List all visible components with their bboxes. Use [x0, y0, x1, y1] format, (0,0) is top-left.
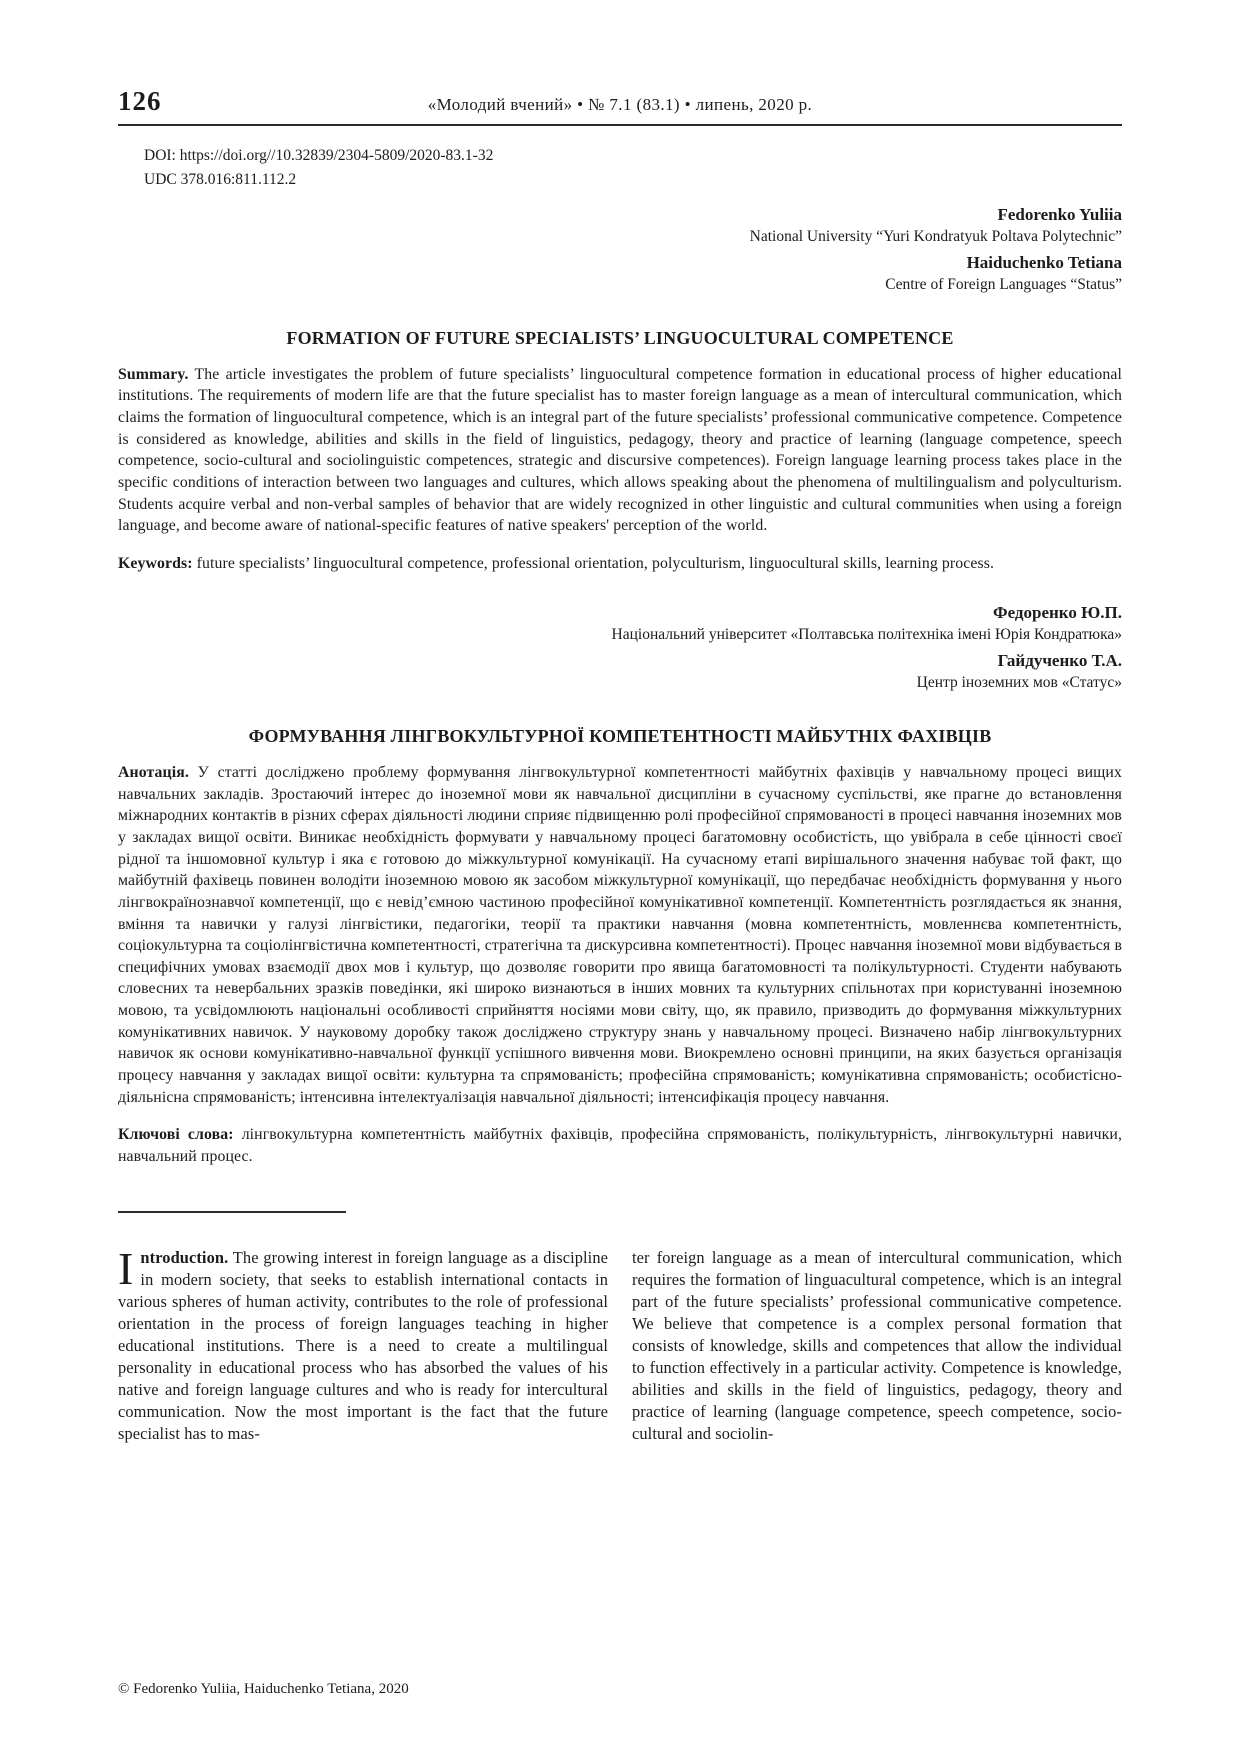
article-title-ukrainian: ФОРМУВАННЯ ЛІНГВОКУЛЬТУРНОЇ КОМПЕТЕНТНОСТІ МАЙБУТНІХ ФАХІВЦІВ: [248, 726, 992, 747]
section-separator-rule: [118, 1211, 346, 1213]
author-en-1: [118, 204, 1122, 248]
header-rule: [118, 124, 1122, 126]
keywords-label: Keywords:: [118, 554, 193, 572]
keywords-text: future specialists’ linguocultural competence, professional orientation, polyculturism, linguocultural skills, learning process.: [196, 554, 995, 572]
abstract-paragraph: [118, 762, 1122, 1108]
author-uk-1: [118, 602, 1122, 646]
summary-paragraph: [118, 364, 1122, 537]
page-number: 126: [118, 86, 162, 116]
abstract-label: Анотація.: [118, 764, 189, 782]
authors-english: [118, 204, 1122, 296]
right-column: [632, 1247, 1122, 1445]
left-column: [118, 1243, 608, 1445]
author-name: Haiduchenko Tetiana: [966, 252, 1122, 272]
authors-ukrainian: [118, 602, 1122, 694]
summary-text: The article investigates the problem of future specialists’ linguocultural competence formation in educational process of higher educational institutions. The requirements of modern life are that the future specialist has to master foreign language as a mean of intercultural communication, which claims the formation of linguocultural competence, which is an integral part of the future specialists’ professional communicative competence. Competence is considered as knowledge, abilities and skills in the field of linguistics, pedagogy, theory and practice of learning (language competence, speech competence, socio-cultural and sociolinguistic competences, strategic and discursive competences). Foreign language learning process takes place in the specific conditions of interaction between two languages and cultures, which allows speaking about the phenomena of multilingualism and polyculturism. Students acquire verbal and non-verbal samples of behavior that are widely recognized in other linguistic and cultural communities when using a foreign language, and become aware of national-specific features of native speakers' perception of the world.: [118, 365, 1122, 535]
keywords-uk-text: лінгвокультурна компетентність майбутніх фахівців, професійна спрямованість, полікультурність, лінгвокультурні навички, навчальний процес.: [118, 1126, 1122, 1165]
doi-line: DOI: https://doi.org//10.32839/2304-5809/2020-83.1-32: [144, 147, 494, 164]
author-en-2: [118, 252, 1122, 296]
journal-header-line: «Молодий вчений» • № 7.1 (83.1) • липень, 2020 р.: [427, 95, 813, 114]
keywords-uk-label: Ключові слова:: [118, 1126, 234, 1144]
author-affiliation: National University “Yuri Kondratyuk Poltava Polytechnic”: [749, 227, 1122, 245]
author-uk-2: [118, 650, 1122, 694]
article-title-english: FORMATION OF FUTURE SPECIALISTS’ LINGUOCULTURAL COMPETENCE: [286, 327, 954, 348]
author-affiliation: Національний університет «Полтавська політехніка імені Юрія Кондратюка»: [611, 626, 1122, 644]
drop-cap: I: [118, 1243, 134, 1295]
left-column-text: The growing interest in foreign language as a discipline in modern society, that seeks to establish international contacts in various spheres of human activity, contributes to the role of professional orientation in the process of foreign languages teaching in higher educational institutions. There is a need to create a multilingual personality in educational process who has absorbed the values of his native and foreign language cultures and who is ready for intercultural communication. Now the most important is the fact that the future specialist has to mas-: [118, 1248, 608, 1444]
article-meta: [144, 144, 1122, 192]
copyright-footer: © Fedorenko Yuliia, Haiduchenko Tetiana, 2020: [118, 1681, 409, 1697]
abstract-text: У статті досліджено проблему формування лінгвокультурної компетентності майбутніх фахівців у навчальному процесі вищих навчальних закладів. Зростаючий інтерес до іноземної мови як навчальної дисципліни в сучасному суспільстві, яке прагне до встановлення міжнародних контактів в різних сферах діяльності людини сприяє підвищенню ролі професійної спрямованості в процесі навчання іноземних мов у закладах вищої освіти. Виникає необхідність формувати у навчальному процесі багатомовну особистість, що увібрала в себе цінності своєї рідної та іншомовної культур і яка є готовою до міжкультурної комунікації. На сучасному етапі вирішального значення набуває той факт, що майбутній фахівець повинен володіти іноземною мовою як засобом міжкультурної комунікації, що передбачає необхідність формування у нього лінгвокраїнознавчої компетенції, що є невід’ємною частиною професійної комунікативної компетенції. Компетентність розглядається як знання, вміння та навички у галузі лінгвістики, педагогіки, теорії та практики навчання (мовна компетентність, мовленнєва компетентність, соціокультурна та соціолінгвістична компетентності, стратегічна та дискурсивна компетентності). Процес навчання іноземної мови відбувається в специфічних умовах взаємодії двох мов і культур, що дозволяє говорити про явища багатомовності та полікультурності. Студенти набувають словесних та невербальних зразків поведінки, які широко визнаються в інших мовних та культурних спільнотах при користуванні іноземною мовою, та усвідомлюють національні особливості сприйняття носіями мови світу, що, як правило, призводить до формування міжкультурних комунікативних навичок. У науковому доробку також досліджено структуру знань у навчальному процесі. Визначено набір лінгвокультурних навичок як основи комунікативно-навчальної функції успішного вивчення мови. Виокремлено основні принципи, на яких базується організація процесу навчання у закладах вищої освіти: культурна та спрямованість; професійна спрямованість; комунікативна спрямованість; особистісно-діяльнісна спрямованість; інтенсивна інтелектуалізація навчальної діяльності; інтенсифікація процесу навчання.: [118, 764, 1122, 1106]
author-name: Гайдученко Т.А.: [997, 651, 1122, 671]
body-columns: [118, 1243, 1122, 1445]
right-column-text: ter foreign language as a mean of intercultural communication, which requires the formation of linguacultural competence, which is an integral part of the future specialists’ professional communicative competence. We believe that competence is a complex personal formation that consists of knowledge, skills and competences that allow the individual to function effectively in a particular activity. Competence is knowledge, abilities and skills in the field of linguistics, pedagogy, theory and practice of learning (language competence, speech competence, socio-cultural and sociolin-: [632, 1248, 1122, 1444]
page-header: [118, 86, 1122, 117]
introduction-heading: ntroduction.: [140, 1248, 229, 1268]
udc-line: UDC 378.016:811.112.2: [144, 171, 297, 189]
author-affiliation: Centre of Foreign Languages “Status”: [885, 275, 1122, 293]
keywords-english: [118, 553, 1122, 575]
summary-label: Summary.: [118, 365, 189, 383]
author-name: Fedorenko Yuliia: [997, 205, 1122, 225]
keywords-ukrainian: [118, 1124, 1122, 1167]
author-affiliation: Центр іноземних мов «Статус»: [916, 674, 1122, 692]
author-name: Федоренко Ю.П.: [992, 603, 1122, 623]
